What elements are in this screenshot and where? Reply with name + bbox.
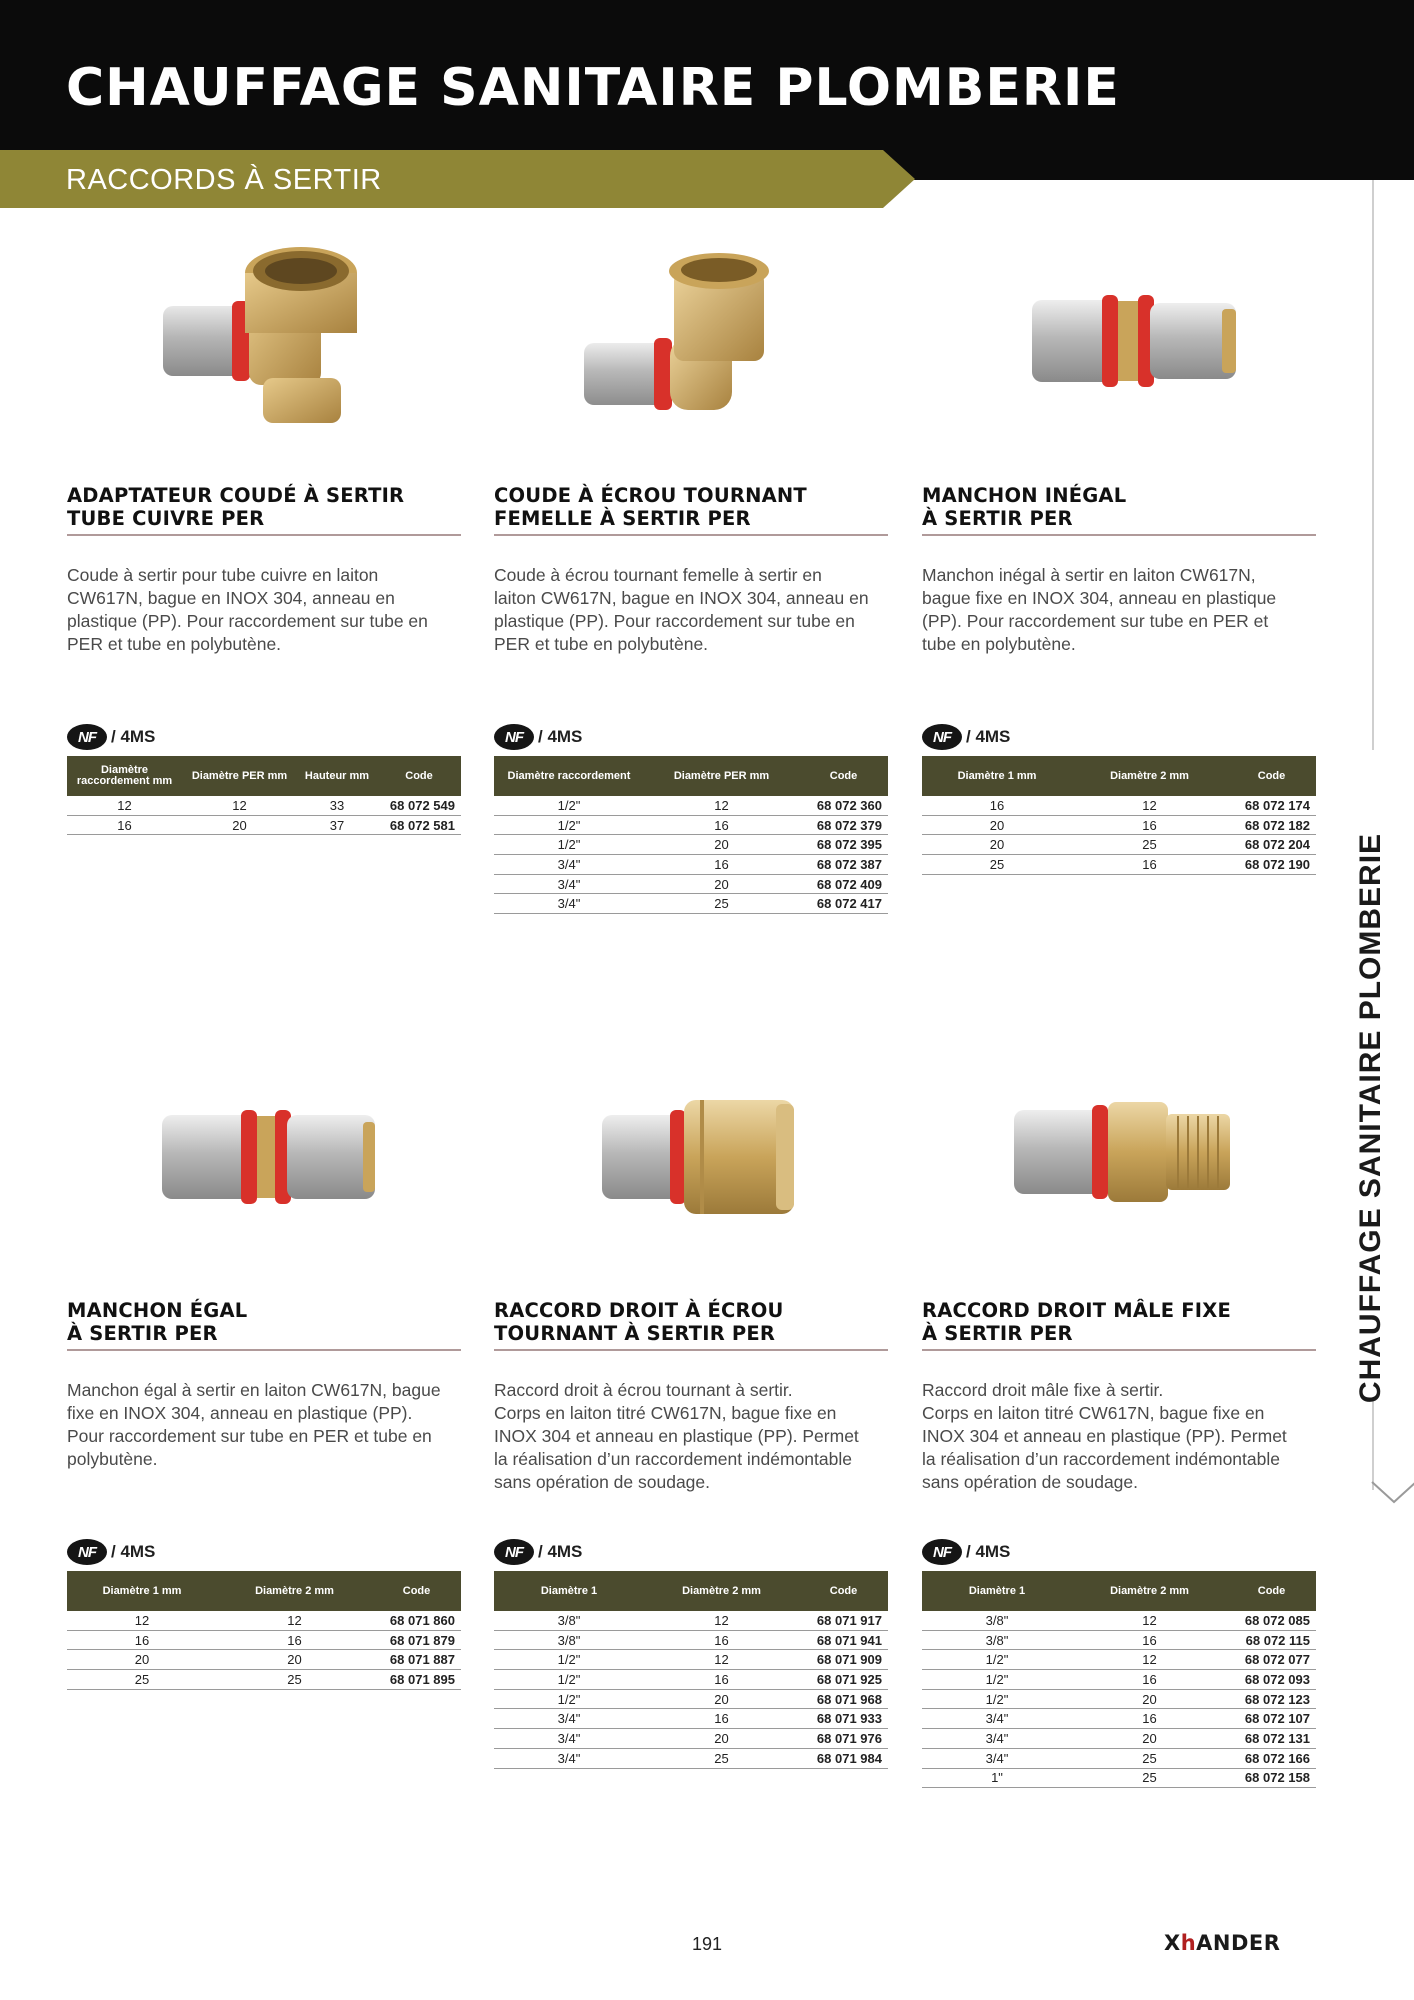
table-row — [494, 1611, 888, 1631]
table-cell: 16 — [1142, 856, 1157, 872]
table-row — [922, 816, 1316, 836]
certification-label: / 4MS — [538, 1542, 583, 1561]
table-row — [494, 796, 888, 816]
product-title: ADAPTATEUR COUDÉ À SERTIR TUBE CUIVRE PER — [67, 484, 461, 536]
table-row — [494, 1690, 888, 1710]
column-header: Diamètre 1 mm — [957, 769, 1037, 782]
section-title: RACCORDS À SERTIR — [66, 164, 382, 196]
equal-coupling-image — [67, 1060, 461, 1260]
table-cell: 12 — [1142, 1612, 1157, 1628]
product-description: Manchon égal à sertir en laiton CW617N, bague fixe en INOX 304, anneau en plastique (PP). Pour raccordement sur tube en PER et tube en polybutène. — [67, 1380, 441, 1469]
table-row — [494, 1631, 888, 1651]
side-line-top — [1372, 180, 1374, 750]
table-cell: 3/8" — [557, 1612, 581, 1628]
table-row — [922, 1611, 1316, 1631]
brand-prefix: X — [1164, 1931, 1181, 1955]
table-cell: 20 — [232, 817, 247, 833]
spec-table — [922, 1571, 1316, 1788]
certification-row — [67, 722, 155, 752]
table-cell: 16 — [714, 817, 729, 833]
product-code: 68 072 123 — [1244, 1691, 1310, 1707]
certification-label: / 4MS — [966, 727, 1011, 746]
table-cell: 25 — [989, 856, 1005, 872]
certification-row — [494, 1537, 582, 1567]
table-cell: 3/4" — [557, 856, 581, 872]
table-cell: 16 — [1142, 1711, 1157, 1727]
table-row — [494, 835, 888, 855]
table-header — [922, 1571, 1316, 1611]
table-cell: 16 — [714, 1711, 729, 1727]
product-code: 68 071 984 — [816, 1750, 882, 1766]
product-code: 68 072 131 — [1244, 1730, 1310, 1746]
table-cell: 12 — [714, 1652, 729, 1668]
table-row — [494, 855, 888, 875]
spec-table — [67, 1571, 461, 1690]
column-header: Code — [1257, 769, 1286, 782]
table-header — [494, 1571, 888, 1611]
product-code: 68 071 933 — [816, 1711, 882, 1727]
column-header: Code — [1257, 1584, 1286, 1597]
product-code: 68 072 409 — [816, 876, 882, 892]
product-code: 68 071 941 — [816, 1632, 882, 1648]
product-title: RACCORD DROIT MÂLE FIXE À SERTIR PER — [922, 1299, 1316, 1351]
nf-logo-icon: NF — [922, 1539, 962, 1565]
table-cell: 3/8" — [985, 1632, 1009, 1648]
table-row — [922, 1650, 1316, 1670]
certification-label: / 4MS — [538, 727, 583, 746]
column-header: Diamètre 2 mm — [682, 1584, 761, 1597]
product-description: Manchon inégal à sertir en laiton CW617N, bague fixe en INOX 304, anneau en plastique (PP). Pour raccordement sur tube en PER et tube en polybutène. — [922, 565, 1277, 654]
table-header — [922, 756, 1316, 796]
column-header: Diamètre 1 mm — [102, 1584, 182, 1597]
table-cell: 20 — [714, 1691, 729, 1707]
nf-logo-icon: NF — [67, 1539, 107, 1565]
brand-suffix: ANDER — [1196, 1931, 1281, 1955]
brand-mark: h — [1180, 1931, 1197, 1955]
table-cell: 1/2" — [557, 797, 581, 813]
product-code: 68 072 360 — [816, 797, 882, 813]
table-cell: 12 — [117, 797, 132, 813]
product-code: 68 072 395 — [816, 837, 882, 853]
product-code: 68 071 968 — [816, 1691, 882, 1707]
table-cell: 1" — [991, 1770, 1003, 1786]
product-code: 68 072 182 — [1244, 817, 1310, 833]
product-code: 68 072 107 — [1244, 1711, 1310, 1727]
product-code: 68 072 190 — [1244, 856, 1310, 872]
table-cell: 20 — [287, 1652, 302, 1668]
table-cell: 1/2" — [557, 1671, 581, 1687]
table-row — [922, 1749, 1316, 1769]
table-cell: 20 — [714, 837, 729, 853]
product-code: 68 072 166 — [1244, 1750, 1310, 1766]
table-cell: 3/4" — [985, 1730, 1009, 1746]
table-row — [67, 1631, 461, 1651]
spec-table — [67, 756, 461, 835]
certification-row — [67, 1537, 155, 1567]
table-row — [67, 816, 461, 836]
product-code: 68 072 174 — [1244, 797, 1310, 813]
table-cell: 20 — [1142, 1691, 1157, 1707]
product-title: MANCHON ÉGAL À SERTIR PER — [67, 1299, 461, 1351]
table-header — [67, 756, 461, 796]
table-cell: 16 — [714, 1632, 729, 1648]
table-cell: 12 — [287, 1612, 302, 1628]
product-code: 68 071 895 — [389, 1671, 455, 1687]
table-cell: 3/4" — [557, 1711, 581, 1727]
table-cell: 3/4" — [985, 1711, 1009, 1727]
table-row — [494, 1749, 888, 1769]
product-code: 68 071 976 — [816, 1730, 882, 1746]
table-cell: 1/2" — [557, 837, 581, 853]
table-cell: 16 — [1142, 817, 1157, 833]
table-cell: 16 — [1142, 1671, 1157, 1687]
column-header: Code — [829, 1584, 858, 1597]
column-header: Diamètre 1 — [540, 1584, 598, 1597]
table-cell: 3/8" — [985, 1612, 1009, 1628]
table-row — [494, 1670, 888, 1690]
column-header: Diamètre 2 mm — [255, 1584, 334, 1597]
certification-label: / 4MS — [111, 1542, 156, 1561]
spec-table — [922, 756, 1316, 875]
product-title: MANCHON INÉGAL À SERTIR PER — [922, 484, 1316, 536]
table-cell: 12 — [1142, 797, 1157, 813]
table-cell: 16 — [117, 817, 132, 833]
table-cell: 3/8" — [557, 1632, 581, 1648]
table-cell: 12 — [232, 797, 247, 813]
table-cell: 3/4" — [557, 896, 581, 912]
table-cell: 25 — [1142, 1750, 1157, 1766]
table-row — [494, 816, 888, 836]
nf-logo-icon: NF — [494, 1539, 534, 1565]
page-title: CHAUFFAGE SANITAIRE PLOMBERIE — [66, 58, 1120, 118]
column-header: Code — [402, 1584, 431, 1597]
table-cell: 12 — [714, 797, 729, 813]
table-cell: 20 — [134, 1652, 150, 1668]
product-code: 68 072 581 — [389, 817, 455, 833]
product-code: 68 072 387 — [816, 856, 882, 872]
table-row — [494, 1709, 888, 1729]
table-cell: 20 — [989, 837, 1005, 853]
nf-logo-icon: NF — [67, 724, 107, 750]
column-header: Diamètre raccordement mm — [76, 764, 173, 787]
product-code: 68 071 887 — [389, 1652, 455, 1668]
table-row — [922, 835, 1316, 855]
product-code: 68 072 549 — [389, 797, 455, 813]
table-cell: 20 — [989, 817, 1005, 833]
spec-table — [494, 1571, 888, 1769]
product-description: Coude à écrou tournant femelle à sertir en laiton CW617N, bague en INOX 304, anneau en plastique (PP). Pour raccordement sur tube en PER et tube en polybutène. — [494, 565, 869, 654]
table-cell: 25 — [1142, 837, 1157, 853]
table-cell: 16 — [134, 1632, 150, 1648]
product-code: 68 072 379 — [816, 817, 882, 833]
table-cell: 3/4" — [985, 1750, 1009, 1766]
table-row — [922, 1769, 1316, 1789]
product-code: 68 072 093 — [1244, 1671, 1310, 1687]
table-row — [922, 855, 1316, 875]
swivel-elbow-image — [494, 243, 888, 443]
column-header: Hauteur mm — [304, 769, 370, 782]
table-row — [922, 1670, 1316, 1690]
product-code: 68 071 860 — [389, 1612, 455, 1628]
table-cell: 1/2" — [985, 1652, 1009, 1668]
certification-row — [922, 1537, 1010, 1567]
table-row — [67, 1650, 461, 1670]
table-cell: 20 — [714, 876, 729, 892]
table-cell: 1/2" — [557, 1691, 581, 1707]
brand-logo — [1164, 1931, 1280, 1955]
table-row — [494, 894, 888, 914]
certification-row — [922, 722, 1010, 752]
product-description: Raccord droit mâle fixe à sertir. Corps en laiton titré CW617N, bague fixe en INOX 304 et anneau en plastique (PP). Permet la réalisation d’un raccordement indémontable sans opération de soudage. — [922, 1380, 1287, 1492]
product-code: 68 072 115 — [1245, 1632, 1310, 1648]
column-header: Diamètre 2 mm — [1110, 1584, 1189, 1597]
column-header: Code — [829, 769, 858, 782]
table-row — [67, 1670, 461, 1690]
table-cell: 16 — [714, 1671, 729, 1687]
table-cell: 3/4" — [557, 1730, 581, 1746]
side-line-bottom — [1372, 1400, 1374, 1490]
column-header: Diamètre PER mm — [191, 769, 288, 782]
male-straight-image — [922, 1060, 1316, 1260]
table-cell: 16 — [287, 1632, 302, 1648]
table-row — [922, 796, 1316, 816]
table-row — [922, 1690, 1316, 1710]
product-description: Raccord droit à écrou tournant à sertir. Corps en laiton titré CW617N, bague fixe en INOX 304 et anneau en plastique (PP). Permet la réalisation d’un raccordement indémontable sans opération de soudage. — [494, 1380, 859, 1492]
page-number: 191 — [691, 1934, 723, 1954]
elbow-adapter-image — [67, 243, 461, 443]
table-cell: 16 — [714, 856, 729, 872]
product-description: Coude à sertir pour tube cuivre en laiton CW617N, bague en INOX 304, anneau en plastique (PP). Pour raccordement sur tube en PER et tube en polybutène. — [67, 565, 428, 654]
table-header — [67, 1571, 461, 1611]
table-cell: 1/2" — [985, 1671, 1009, 1687]
spec-table — [494, 756, 888, 914]
table-row — [494, 875, 888, 895]
product-title: COUDE À ÉCROU TOURNANT FEMELLE À SERTIR PER — [494, 484, 888, 536]
table-cell: 25 — [1142, 1770, 1157, 1786]
product-code: 68 072 417 — [816, 896, 882, 912]
table-cell: 16 — [989, 797, 1005, 813]
table-row — [494, 1650, 888, 1670]
product-code: 68 072 158 — [1244, 1770, 1310, 1786]
table-row — [922, 1709, 1316, 1729]
side-chevron-icon — [1368, 1480, 1414, 1516]
table-cell: 33 — [329, 797, 345, 813]
product-code: 68 071 909 — [816, 1652, 882, 1668]
product-code: 68 072 077 — [1244, 1652, 1310, 1668]
table-cell: 16 — [1142, 1632, 1157, 1648]
column-header: Diamètre raccordement — [507, 769, 631, 782]
table-cell: 37 — [329, 817, 345, 833]
column-header: Diamètre 1 — [968, 1584, 1026, 1597]
table-cell: 1/2" — [985, 1691, 1009, 1707]
table-row — [922, 1631, 1316, 1651]
product-code: 68 071 925 — [816, 1671, 882, 1687]
column-header: Diamètre PER mm — [673, 769, 770, 782]
table-row — [67, 796, 461, 816]
table-cell: 25 — [714, 896, 729, 912]
reducing-coupling-image — [922, 243, 1316, 443]
table-header — [494, 756, 888, 796]
table-cell: 1/2" — [557, 1652, 581, 1668]
table-cell: 25 — [714, 1750, 729, 1766]
product-code: 68 072 085 — [1244, 1612, 1310, 1628]
certification-label: / 4MS — [111, 727, 156, 746]
table-cell: 25 — [134, 1671, 150, 1687]
table-cell: 20 — [714, 1730, 729, 1746]
table-cell: 12 — [714, 1612, 729, 1628]
nf-logo-icon: NF — [922, 724, 962, 750]
product-code: 68 072 204 — [1244, 837, 1310, 853]
table-row — [494, 1729, 888, 1749]
table-cell: 20 — [1142, 1730, 1157, 1746]
certification-label: / 4MS — [966, 1542, 1011, 1561]
product-code: 68 071 917 — [816, 1612, 882, 1628]
table-row — [67, 1611, 461, 1631]
table-cell: 12 — [1142, 1652, 1157, 1668]
table-cell: 25 — [287, 1671, 302, 1687]
table-cell: 1/2" — [557, 817, 581, 833]
product-code: 68 071 879 — [389, 1632, 455, 1648]
side-section-label: CHAUFFAGE SANITAIRE PLOMBERIE — [1354, 832, 1387, 1404]
table-row — [922, 1729, 1316, 1749]
table-cell: 3/4" — [557, 1750, 581, 1766]
table-cell: 3/4" — [557, 876, 581, 892]
certification-row — [494, 722, 582, 752]
product-title: RACCORD DROIT À ÉCROU TOURNANT À SERTIR PER — [494, 1299, 888, 1351]
table-cell: 12 — [134, 1612, 150, 1628]
column-header: Code — [405, 769, 433, 782]
nf-logo-icon: NF — [494, 724, 534, 750]
swivel-straight-image — [494, 1060, 888, 1260]
column-header: Diamètre 2 mm — [1110, 769, 1189, 782]
